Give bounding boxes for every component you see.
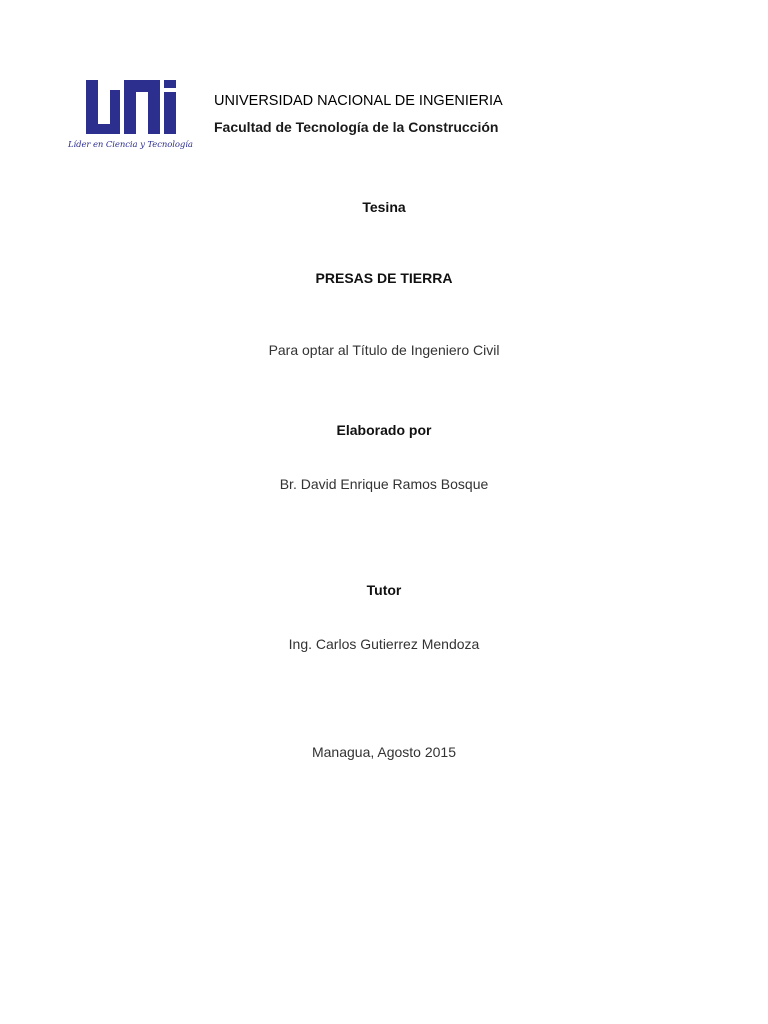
uni-logo	[68, 78, 202, 158]
author-label: Elaborado por	[336, 422, 432, 438]
uni-logo-icon	[68, 78, 202, 140]
degree-purpose: Para optar al Título de Ingeniero Civil	[268, 342, 500, 358]
document-type: Tesina	[362, 199, 406, 215]
tutor-name: Ing. Carlos Gutierrez Mendoza	[288, 636, 480, 652]
university-name: UNIVERSIDAD NACIONAL DE INGENIERIA	[214, 93, 503, 109]
faculty-name: Facultad de Tecnología de la Construcción	[214, 119, 499, 135]
tutor-label: Tutor	[366, 582, 402, 598]
author-name: Br. David Enrique Ramos Bosque	[279, 476, 489, 492]
institution-header	[214, 92, 503, 136]
place-date: Managua, Agosto 2015	[311, 744, 456, 760]
document-title: PRESAS DE TIERRA	[315, 270, 453, 286]
logo-motto: Líder en Ciencia y Tecnología	[68, 140, 193, 150]
